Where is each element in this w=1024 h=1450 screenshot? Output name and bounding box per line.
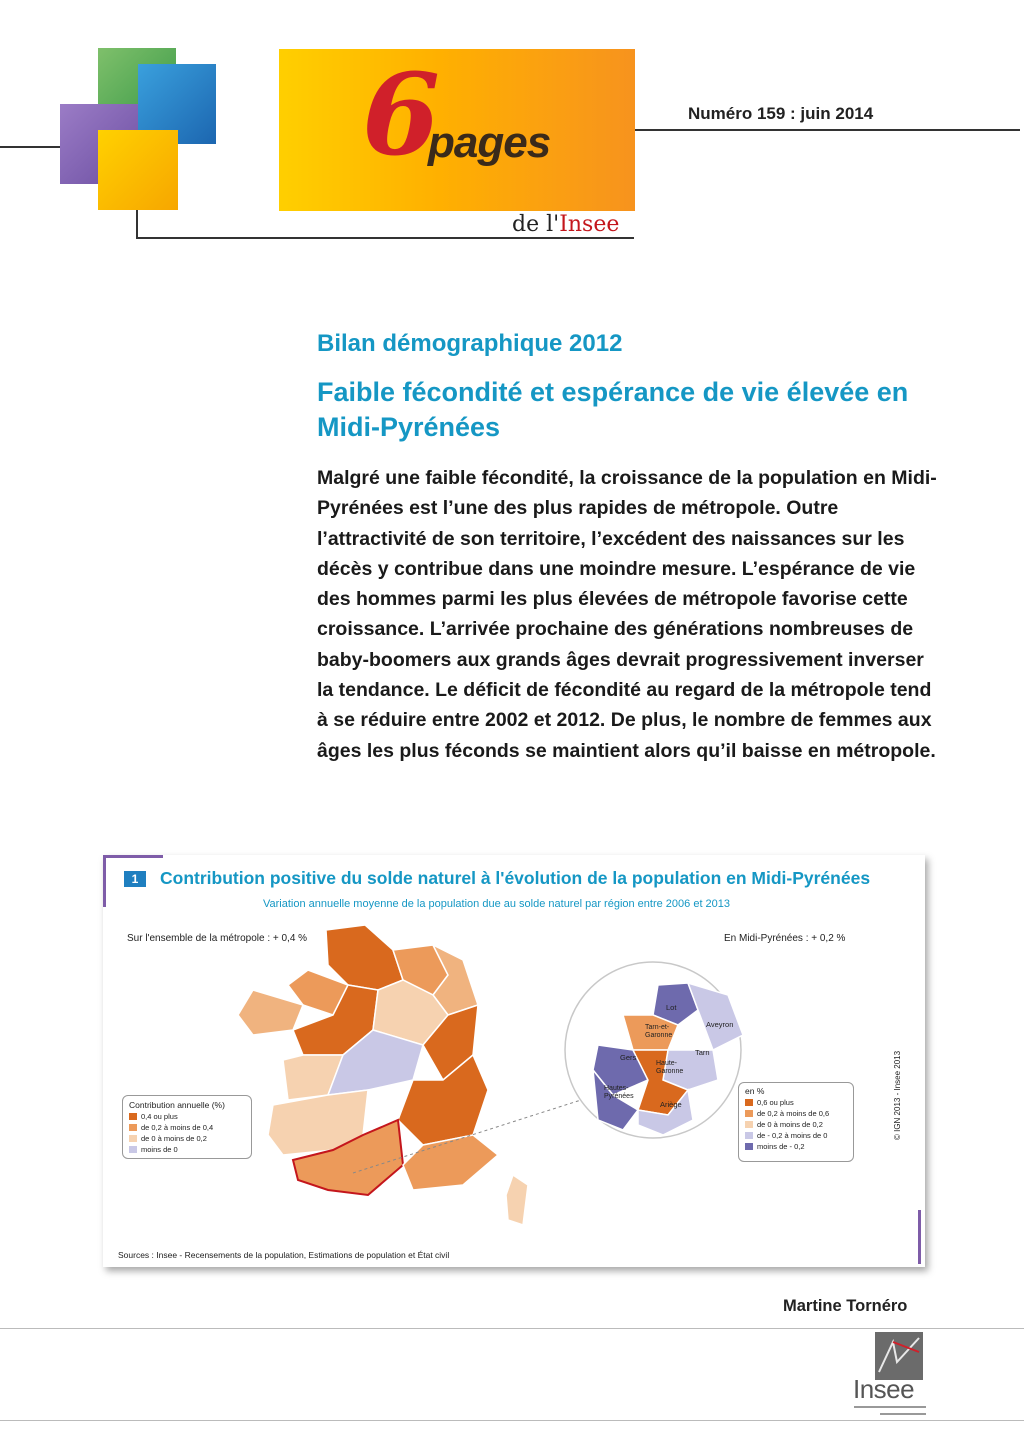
legend-label: moins de 0 [141,1145,178,1154]
figure-credit: © IGN 2013 - Insee 2013 [893,1050,902,1140]
insee-logo-text: Insee [853,1374,915,1404]
dept-label: Haute-Garonne [656,1060,684,1075]
dept-label: Gers [620,1053,637,1062]
banner-frame-bottom [136,237,634,239]
legend-swatch [745,1121,753,1128]
figure-subtitle: Variation annuelle moyenne de la population due au solde naturel par région entre 2006 et 2013 [263,898,731,910]
issue-number: Numéro 159 : juin 2014 [688,104,874,123]
dept-label: Hautes-Pyrénées [604,1085,634,1100]
dept-label: Tarn-et-Garonne [645,1024,673,1039]
legend-swatch [129,1113,137,1120]
dept-label: Ariège [660,1100,682,1109]
dept-label: Tarn [695,1048,710,1057]
legend-item [129,1122,245,1133]
legend-item [745,1141,847,1152]
legend-title: en % [745,1086,765,1096]
insee-tagline-rule [854,1406,926,1408]
legend-swatch [745,1099,753,1106]
header-rule-left [0,146,60,148]
legend-label: de 0,2 à moins de 0,4 [141,1123,214,1132]
legend-swatch [745,1132,753,1139]
banner-sub-prefix: de l' [512,212,560,237]
legend-item [129,1111,245,1122]
logo-square-yellow [98,130,178,210]
banner-frame-left [136,210,138,238]
legend-label: de - 0,2 à moins de 0 [757,1131,828,1140]
insee-tagline-rule [880,1413,926,1415]
legend-label: de 0,2 à moins de 0,6 [757,1109,830,1118]
dept-label: Aveyron [706,1020,734,1029]
insee-logo-graphic [875,1332,923,1380]
figure-note-france: Sur l'ensemble de la métropole : + 0,4 % [127,933,308,944]
legend-label: 0,4 ou plus [141,1112,178,1121]
france-map [238,925,528,1225]
legend-label: 0,6 ou plus [757,1098,794,1107]
insee-logo-icon [875,1332,923,1380]
legend-swatch [129,1146,137,1153]
legend-item [745,1119,847,1130]
figure-note-region: En Midi-Pyrénées : + 0,2 % [724,933,846,944]
figure-source: Sources : Insee - Recensements de la population, Estimations de population et État civil [118,1250,450,1260]
figure-maps [103,855,925,1267]
legend-label: moins de - 0,2 [757,1142,805,1151]
author-name: Martine Tornéro [783,1297,908,1315]
footer-rule-bottom [0,1420,1024,1421]
legend-swatch [745,1110,753,1117]
legend-swatch [129,1124,137,1131]
footer-rule-top [0,1328,1024,1329]
legend-label: de 0 à moins de 0,2 [757,1120,823,1129]
banner-subtitle [512,212,619,237]
legend-swatch [129,1135,137,1142]
legend-item [129,1144,245,1155]
article-lead: Malgré une faible fécondité, la croissance de la population en Midi-Pyrénées est l’une des plus rapides de métropole. Outre l’attractivité de son territoire, l’excédent des naissances sur les décès y contribue dans une moindre mesure. L’espérance de vie des hommes parmi les plus élevées de métropole favorise cette croissance. L’arrivée prochaine des générations nombreuses de baby-boomers aux grands âges devrait progressivement inverser la tendance. Le déficit de fécondité au regard de la métropole tend à se réduire entre 2002 et 2012. De plus, le nombre de femmes aux âges les plus féconds se maintient alors qu’il baisse en métropole. [317,467,937,762]
figure-number: 1 [124,871,146,887]
legend-item [745,1108,847,1119]
legend-title: Contribution annuelle (%) [129,1100,225,1110]
legend-region [738,1082,854,1162]
legend-item [745,1130,847,1141]
article-kicker: Bilan démographique 2012 [317,330,623,357]
legend-label: de 0 à moins de 0,2 [141,1134,207,1143]
banner-pages: pages [428,118,551,167]
figure-title: Contribution positive du solde naturel à l'évolution de la population en Midi-Pyrénées [160,868,871,888]
banner-six: 6 [362,50,440,181]
legend-france [122,1095,252,1159]
banner-sub-brand: Insee [559,212,620,237]
legend-item [129,1133,245,1144]
dept-label: Lot [666,1003,677,1012]
header-rule-right [634,129,1020,131]
article-title: Faible fécondité et espérance de vie élevée en Midi-Pyrénées [317,377,909,442]
legend-swatch [745,1143,753,1150]
legend-item [745,1097,847,1108]
